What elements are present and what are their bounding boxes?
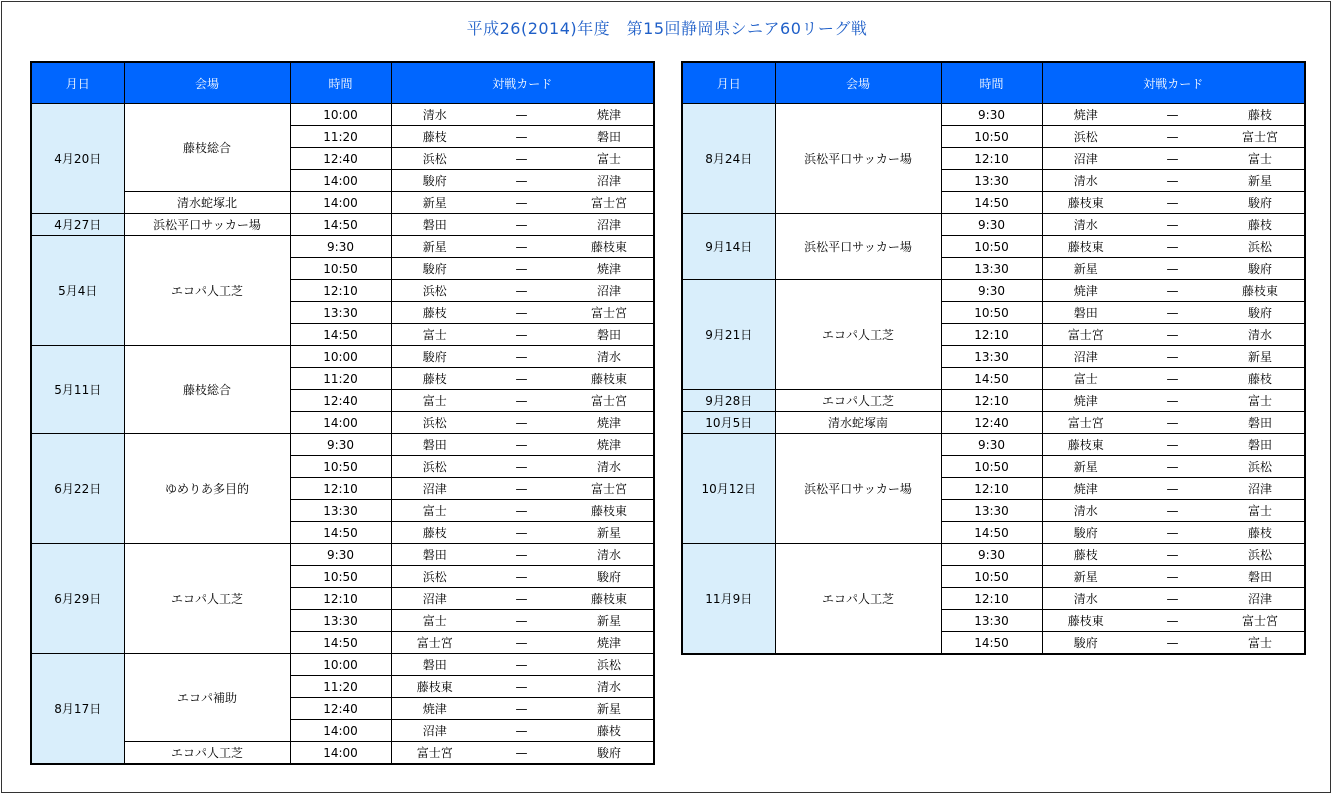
time-cell: 10:50: [941, 236, 1042, 258]
date-cell: 9月14日: [682, 214, 775, 280]
home-team-cell: 沼津: [391, 478, 478, 500]
time-cell: 14:50: [290, 522, 391, 544]
versus-dash: —: [1129, 610, 1216, 632]
time-cell: 10:50: [941, 566, 1042, 588]
away-team-cell: 沼津: [565, 280, 654, 302]
date-cell: 5月11日: [31, 346, 124, 434]
date-cell: 11月9日: [682, 544, 775, 655]
versus-dash: —: [478, 566, 565, 588]
time-cell: 12:10: [290, 588, 391, 610]
home-team-cell: 藤枝東: [1042, 236, 1129, 258]
time-cell: 13:30: [941, 500, 1042, 522]
away-team-cell: 富士: [1216, 500, 1305, 522]
away-team-cell: 沼津: [1216, 588, 1305, 610]
time-cell: 10:00: [290, 654, 391, 676]
home-team-cell: 新星: [1042, 456, 1129, 478]
header-time: 時間: [290, 62, 391, 104]
away-team-cell: 清水: [565, 544, 654, 566]
versus-dash: —: [478, 742, 565, 765]
time-cell: 10:50: [941, 126, 1042, 148]
versus-dash: —: [478, 412, 565, 434]
table-row: [31, 104, 654, 126]
home-team-cell: 駿府: [1042, 632, 1129, 655]
away-team-cell: 駿府: [1216, 192, 1305, 214]
time-cell: 14:50: [290, 214, 391, 236]
away-team-cell: 富士: [1216, 632, 1305, 655]
versus-dash: —: [1129, 346, 1216, 368]
away-team-cell: 清水: [565, 676, 654, 698]
versus-dash: —: [1129, 148, 1216, 170]
home-team-cell: 駿府: [391, 170, 478, 192]
header-card: 対戦カード: [391, 62, 654, 104]
schedule-table-left: [30, 61, 655, 765]
versus-dash: —: [1129, 258, 1216, 280]
time-cell: 10:50: [290, 566, 391, 588]
versus-dash: —: [478, 104, 565, 126]
home-team-cell: 藤枝: [391, 302, 478, 324]
versus-dash: —: [478, 214, 565, 236]
versus-dash: —: [478, 500, 565, 522]
home-team-cell: 駿府: [391, 258, 478, 280]
away-team-cell: 富士宮: [1216, 126, 1305, 148]
versus-dash: —: [478, 522, 565, 544]
versus-dash: —: [1129, 104, 1216, 126]
away-team-cell: 清水: [565, 346, 654, 368]
table-row: [682, 280, 1305, 302]
home-team-cell: 焼津: [1042, 478, 1129, 500]
away-team-cell: 清水: [1216, 324, 1305, 346]
table-row: [682, 544, 1305, 566]
header-venue: 会場: [124, 62, 290, 104]
table-row: [682, 390, 1305, 412]
versus-dash: —: [478, 368, 565, 390]
time-cell: 9:30: [290, 544, 391, 566]
home-team-cell: 富士宮: [391, 632, 478, 654]
home-team-cell: 藤枝: [1042, 544, 1129, 566]
header-row: [682, 62, 1305, 104]
home-team-cell: 富士宮: [1042, 412, 1129, 434]
away-team-cell: 藤枝東: [565, 500, 654, 522]
time-cell: 10:50: [941, 302, 1042, 324]
time-cell: 9:30: [941, 104, 1042, 126]
time-cell: 12:40: [290, 148, 391, 170]
home-team-cell: 浜松: [391, 280, 478, 302]
home-team-cell: 沼津: [1042, 148, 1129, 170]
time-cell: 13:30: [290, 302, 391, 324]
away-team-cell: 駿府: [565, 742, 654, 765]
time-cell: 14:00: [290, 412, 391, 434]
time-cell: 14:50: [941, 192, 1042, 214]
versus-dash: —: [478, 544, 565, 566]
table-row: [31, 214, 654, 236]
date-cell: 4月27日: [31, 214, 124, 236]
versus-dash: —: [1129, 170, 1216, 192]
versus-dash: —: [1129, 434, 1216, 456]
time-cell: 12:10: [941, 148, 1042, 170]
versus-dash: —: [478, 258, 565, 280]
away-team-cell: 浜松: [1216, 236, 1305, 258]
home-team-cell: 沼津: [1042, 346, 1129, 368]
home-team-cell: 焼津: [1042, 280, 1129, 302]
venue-cell: エコパ人工芝: [775, 280, 941, 390]
date-cell: 9月21日: [682, 280, 775, 390]
time-cell: 14:50: [941, 368, 1042, 390]
time-cell: 12:40: [290, 698, 391, 720]
home-team-cell: 沼津: [391, 720, 478, 742]
table-row: [682, 214, 1305, 236]
table-row: [682, 412, 1305, 434]
versus-dash: —: [478, 720, 565, 742]
home-team-cell: 富士宮: [1042, 324, 1129, 346]
table-row: [31, 192, 654, 214]
versus-dash: —: [478, 390, 565, 412]
table-row: [31, 346, 654, 368]
home-team-cell: 藤枝東: [1042, 192, 1129, 214]
away-team-cell: 磐田: [565, 126, 654, 148]
home-team-cell: 清水: [1042, 588, 1129, 610]
time-cell: 10:50: [290, 456, 391, 478]
venue-cell: ゆめりあ多目的: [124, 434, 290, 544]
versus-dash: —: [1129, 390, 1216, 412]
away-team-cell: 焼津: [565, 258, 654, 280]
home-team-cell: 浜松: [1042, 126, 1129, 148]
venue-cell: 清水蛇塚南: [775, 412, 941, 434]
home-team-cell: 駿府: [1042, 522, 1129, 544]
time-cell: 14:00: [290, 192, 391, 214]
home-team-cell: 富士: [1042, 368, 1129, 390]
date-cell: 6月29日: [31, 544, 124, 654]
header-card: 対戦カード: [1042, 62, 1305, 104]
versus-dash: —: [1129, 280, 1216, 302]
away-team-cell: 焼津: [565, 104, 654, 126]
home-team-cell: 浜松: [391, 566, 478, 588]
venue-cell: 浜松平口サッカー場: [775, 104, 941, 214]
away-team-cell: 富士宮: [565, 390, 654, 412]
time-cell: 14:00: [290, 742, 391, 765]
home-team-cell: 磐田: [391, 434, 478, 456]
away-team-cell: 焼津: [565, 632, 654, 654]
home-team-cell: 富士: [391, 500, 478, 522]
away-team-cell: 清水: [565, 456, 654, 478]
away-team-cell: 浜松: [1216, 456, 1305, 478]
home-team-cell: 清水: [1042, 214, 1129, 236]
away-team-cell: 富士: [565, 148, 654, 170]
home-team-cell: 清水: [391, 104, 478, 126]
home-team-cell: 浜松: [391, 412, 478, 434]
away-team-cell: 藤枝東: [565, 368, 654, 390]
date-cell: 5月4日: [31, 236, 124, 346]
table-row: [682, 434, 1305, 456]
venue-cell: エコパ人工芝: [775, 390, 941, 412]
away-team-cell: 新星: [565, 610, 654, 632]
time-cell: 9:30: [290, 434, 391, 456]
home-team-cell: 藤枝東: [1042, 610, 1129, 632]
versus-dash: —: [478, 346, 565, 368]
header-time: 時間: [941, 62, 1042, 104]
home-team-cell: 富士: [391, 610, 478, 632]
versus-dash: —: [1129, 192, 1216, 214]
venue-cell: エコパ人工芝: [124, 544, 290, 654]
date-cell: 10月12日: [682, 434, 775, 544]
home-team-cell: 磐田: [1042, 302, 1129, 324]
time-cell: 13:30: [941, 610, 1042, 632]
venue-cell: エコパ人工芝: [124, 236, 290, 346]
header-date: 月日: [31, 62, 124, 104]
time-cell: 11:20: [290, 676, 391, 698]
home-team-cell: 富士宮: [391, 742, 478, 765]
away-team-cell: 富士宮: [1216, 610, 1305, 632]
versus-dash: —: [1129, 236, 1216, 258]
away-team-cell: 富士宮: [565, 478, 654, 500]
away-team-cell: 藤枝: [1216, 368, 1305, 390]
versus-dash: —: [1129, 324, 1216, 346]
away-team-cell: 藤枝東: [565, 236, 654, 258]
versus-dash: —: [478, 588, 565, 610]
away-team-cell: 浜松: [1216, 544, 1305, 566]
date-cell: 9月28日: [682, 390, 775, 412]
time-cell: 12:40: [290, 390, 391, 412]
home-team-cell: 新星: [391, 236, 478, 258]
home-team-cell: 藤枝: [391, 368, 478, 390]
venue-cell: エコパ補助: [124, 654, 290, 742]
versus-dash: —: [478, 148, 565, 170]
away-team-cell: 藤枝: [565, 720, 654, 742]
time-cell: 12:10: [290, 478, 391, 500]
versus-dash: —: [1129, 478, 1216, 500]
time-cell: 14:00: [290, 720, 391, 742]
time-cell: 12:10: [290, 280, 391, 302]
time-cell: 13:30: [941, 346, 1042, 368]
time-cell: 13:30: [941, 170, 1042, 192]
away-team-cell: 沼津: [1216, 478, 1305, 500]
home-team-cell: 焼津: [391, 698, 478, 720]
versus-dash: —: [1129, 214, 1216, 236]
away-team-cell: 新星: [1216, 170, 1305, 192]
time-cell: 9:30: [941, 544, 1042, 566]
time-cell: 14:50: [290, 632, 391, 654]
away-team-cell: 焼津: [565, 434, 654, 456]
time-cell: 14:50: [941, 522, 1042, 544]
time-cell: 12:10: [941, 478, 1042, 500]
home-team-cell: 富士: [391, 324, 478, 346]
time-cell: 13:30: [290, 500, 391, 522]
time-cell: 12:40: [941, 412, 1042, 434]
home-team-cell: 藤枝東: [391, 676, 478, 698]
away-team-cell: 浜松: [565, 654, 654, 676]
page-title: 平成26(2014)年度 第15回静岡県シニア60リーグ戦: [466, 19, 868, 38]
home-team-cell: 駿府: [391, 346, 478, 368]
home-team-cell: 藤枝: [391, 126, 478, 148]
versus-dash: —: [478, 236, 565, 258]
away-team-cell: 富士: [1216, 148, 1305, 170]
time-cell: 13:30: [941, 258, 1042, 280]
time-cell: 11:20: [290, 126, 391, 148]
versus-dash: —: [1129, 522, 1216, 544]
table-row: [31, 544, 654, 566]
away-team-cell: 富士宮: [565, 302, 654, 324]
time-cell: 10:00: [290, 346, 391, 368]
schedule-table-right: [681, 61, 1306, 655]
home-team-cell: 浜松: [391, 456, 478, 478]
time-cell: 9:30: [941, 214, 1042, 236]
away-team-cell: 藤枝: [1216, 104, 1305, 126]
date-cell: 8月24日: [682, 104, 775, 214]
away-team-cell: 新星: [1216, 346, 1305, 368]
away-team-cell: 駿府: [565, 566, 654, 588]
versus-dash: —: [478, 654, 565, 676]
time-cell: 12:10: [941, 588, 1042, 610]
versus-dash: —: [1129, 302, 1216, 324]
time-cell: 10:50: [941, 456, 1042, 478]
venue-cell: 藤枝総合: [124, 104, 290, 192]
time-cell: 10:50: [290, 258, 391, 280]
away-team-cell: 藤枝: [1216, 214, 1305, 236]
time-cell: 9:30: [941, 434, 1042, 456]
venue-cell: エコパ人工芝: [124, 742, 290, 765]
away-team-cell: 沼津: [565, 214, 654, 236]
table-row: [31, 236, 654, 258]
versus-dash: —: [1129, 588, 1216, 610]
time-cell: 9:30: [941, 280, 1042, 302]
away-team-cell: 富士: [1216, 390, 1305, 412]
table-row: [31, 434, 654, 456]
away-team-cell: 新星: [565, 698, 654, 720]
table-row: [31, 742, 654, 765]
away-team-cell: 新星: [565, 522, 654, 544]
time-cell: 14:50: [290, 324, 391, 346]
date-cell: 10月5日: [682, 412, 775, 434]
home-team-cell: 磐田: [391, 544, 478, 566]
away-team-cell: 沼津: [565, 170, 654, 192]
versus-dash: —: [1129, 456, 1216, 478]
versus-dash: —: [1129, 368, 1216, 390]
away-team-cell: 焼津: [565, 412, 654, 434]
header-row: [31, 62, 654, 104]
versus-dash: —: [1129, 126, 1216, 148]
home-team-cell: 清水: [1042, 170, 1129, 192]
venue-cell: 浜松平口サッカー場: [775, 434, 941, 544]
date-cell: 4月20日: [31, 104, 124, 214]
home-team-cell: 新星: [391, 192, 478, 214]
venue-cell: エコパ人工芝: [775, 544, 941, 655]
away-team-cell: 駿府: [1216, 302, 1305, 324]
venue-cell: 浜松平口サッカー場: [124, 214, 290, 236]
home-team-cell: 新星: [1042, 258, 1129, 280]
time-cell: 11:20: [290, 368, 391, 390]
header-venue: 会場: [775, 62, 941, 104]
versus-dash: —: [1129, 412, 1216, 434]
home-team-cell: 富士: [391, 390, 478, 412]
versus-dash: —: [478, 302, 565, 324]
versus-dash: —: [478, 456, 565, 478]
versus-dash: —: [1129, 544, 1216, 566]
versus-dash: —: [478, 698, 565, 720]
versus-dash: —: [478, 192, 565, 214]
away-team-cell: 駿府: [1216, 258, 1305, 280]
time-cell: 9:30: [290, 236, 391, 258]
away-team-cell: 富士宮: [565, 192, 654, 214]
home-team-cell: 焼津: [1042, 104, 1129, 126]
versus-dash: —: [478, 324, 565, 346]
versus-dash: —: [478, 434, 565, 456]
home-team-cell: 沼津: [391, 588, 478, 610]
date-cell: 6月22日: [31, 434, 124, 544]
versus-dash: —: [478, 170, 565, 192]
date-cell: 8月17日: [31, 654, 124, 765]
versus-dash: —: [478, 632, 565, 654]
venue-cell: 清水蛇塚北: [124, 192, 290, 214]
venue-cell: 浜松平口サッカー場: [775, 214, 941, 280]
versus-dash: —: [1129, 566, 1216, 588]
home-team-cell: 新星: [1042, 566, 1129, 588]
away-team-cell: 磐田: [1216, 434, 1305, 456]
table-row: [31, 654, 654, 676]
versus-dash: —: [478, 676, 565, 698]
versus-dash: —: [1129, 500, 1216, 522]
home-team-cell: 藤枝: [391, 522, 478, 544]
home-team-cell: 磐田: [391, 214, 478, 236]
versus-dash: —: [478, 280, 565, 302]
time-cell: 10:00: [290, 104, 391, 126]
time-cell: 14:50: [941, 632, 1042, 655]
header-date: 月日: [682, 62, 775, 104]
away-team-cell: 磐田: [1216, 412, 1305, 434]
time-cell: 12:10: [941, 324, 1042, 346]
home-team-cell: 清水: [1042, 500, 1129, 522]
time-cell: 14:00: [290, 170, 391, 192]
away-team-cell: 磐田: [1216, 566, 1305, 588]
away-team-cell: 磐田: [565, 324, 654, 346]
home-team-cell: 藤枝東: [1042, 434, 1129, 456]
table-row: [682, 104, 1305, 126]
versus-dash: —: [478, 610, 565, 632]
home-team-cell: 浜松: [391, 148, 478, 170]
away-team-cell: 藤枝東: [1216, 280, 1305, 302]
versus-dash: —: [1129, 632, 1216, 655]
time-cell: 12:10: [941, 390, 1042, 412]
away-team-cell: 藤枝: [1216, 522, 1305, 544]
home-team-cell: 磐田: [391, 654, 478, 676]
versus-dash: —: [478, 478, 565, 500]
venue-cell: 藤枝総合: [124, 346, 290, 434]
versus-dash: —: [478, 126, 565, 148]
away-team-cell: 藤枝東: [565, 588, 654, 610]
home-team-cell: 焼津: [1042, 390, 1129, 412]
time-cell: 13:30: [290, 610, 391, 632]
